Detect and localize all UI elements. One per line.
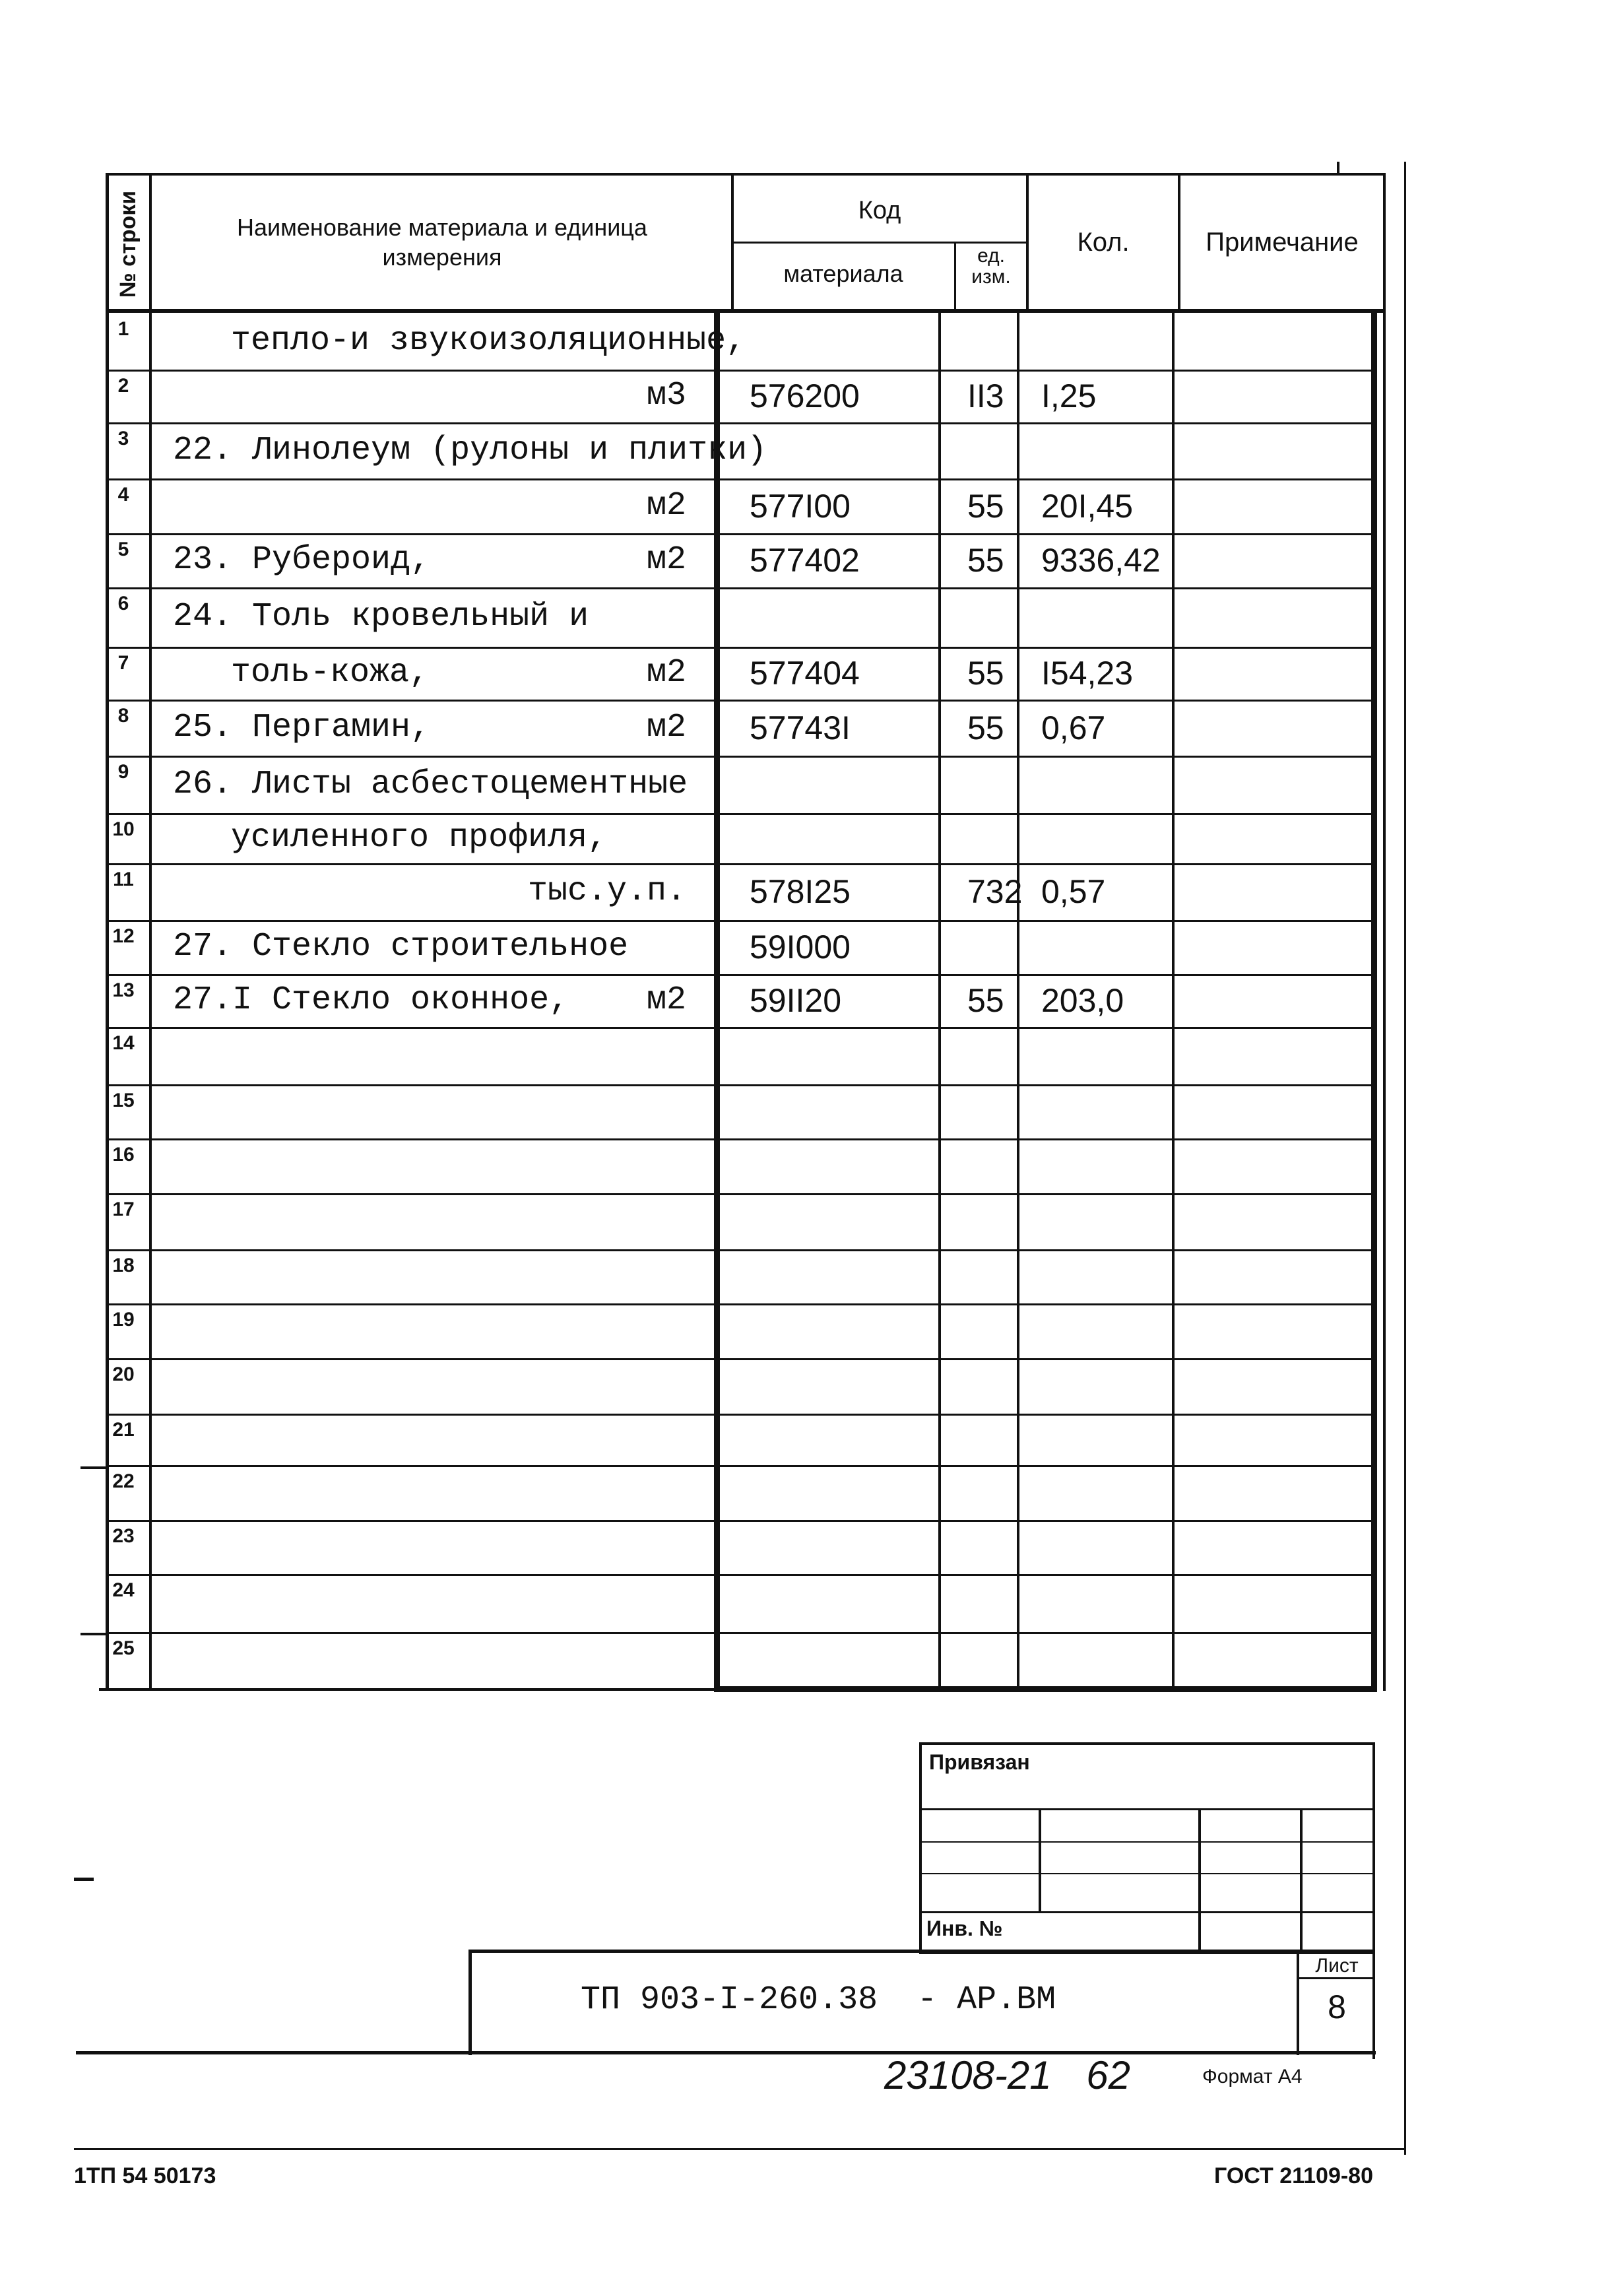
material-name: усиленного профиля, (231, 819, 608, 857)
row-number-header: № строки (115, 190, 141, 298)
unit-code-header-line2: изм. (971, 265, 1011, 288)
archive-number-text: 23108-21 (884, 2053, 1052, 2097)
code-group-header: Код (858, 197, 901, 224)
gost-reference: ГОСТ 21109-80 (1214, 2163, 1374, 2188)
row-number: 7 (117, 652, 129, 674)
material-name: толь-кожа, (231, 654, 430, 692)
material-name: 24. Толь кровельный и (173, 598, 589, 636)
unit-code-header (956, 246, 1026, 287)
row-number: 8 (117, 705, 129, 727)
row-number: 12 (112, 925, 135, 947)
sheet-number: 8 (1328, 1988, 1346, 2025)
row-number: 20 (112, 1363, 135, 1385)
quantity: 0,67 (1041, 709, 1106, 746)
material-name: 23. Рубероид, (173, 541, 431, 579)
row-number: 13 (112, 979, 135, 1001)
unit-code: 55 (967, 542, 1004, 579)
material-code: 577I00 (750, 487, 851, 525)
page-number: 62 (1086, 2053, 1130, 2097)
unit-label: м2 (646, 486, 686, 525)
quantity: 9336,42 (1041, 542, 1161, 579)
quantity: 203,0 (1041, 982, 1124, 1019)
row-number: 4 (117, 484, 129, 506)
quantity: 20I,45 (1041, 487, 1134, 525)
material-code: 59I000 (750, 929, 851, 966)
row-number: 6 (117, 593, 129, 614)
row-number: 22 (112, 1470, 135, 1492)
row-number: 9 (117, 761, 129, 783)
material-name: 25. Пергамин, (173, 708, 431, 746)
unit-code: 55 (967, 982, 1004, 1019)
material-code-header: материала (783, 260, 903, 287)
material-code: 578I25 (750, 873, 851, 910)
material-code: 576200 (750, 377, 860, 414)
unit-label: тыс.у.п. (527, 872, 686, 910)
unit-code: II3 (967, 377, 1004, 414)
row-number: 1 (117, 318, 129, 340)
quantity-header: Кол. (1077, 228, 1130, 257)
archive-number (884, 2052, 1130, 2098)
unit-label: м3 (646, 377, 686, 414)
row-number: 18 (112, 1255, 135, 1276)
unit-label: м2 (646, 541, 686, 579)
inventory-number-label: Инв. № (926, 1917, 1003, 1940)
document-code: ТП 903-I-260.38 - АР.ВМ (581, 1981, 1056, 2019)
format-label: Формат А4 (1202, 2066, 1303, 2087)
quantity: I,25 (1041, 377, 1097, 414)
row-number: 24 (112, 1579, 135, 1601)
quantity: 0,57 (1041, 873, 1106, 910)
row-number: 10 (112, 818, 135, 840)
row-number: 11 (113, 869, 134, 890)
name-column-header (218, 213, 666, 272)
name-column-header-text: Наименование материала и единица измерения (237, 214, 647, 271)
unit-code-header-line1: ед. (977, 245, 1005, 267)
sheet-label: Лист (1315, 1955, 1359, 1977)
unit-code: 55 (967, 487, 1004, 525)
row-number: 17 (112, 1198, 135, 1220)
row-number: 5 (117, 539, 129, 560)
unit-code: 55 (967, 655, 1004, 692)
unit-code: 732 (967, 873, 1023, 910)
material-name: 26. Листы асбестоцементные (173, 765, 688, 803)
unit-label: м2 (646, 708, 686, 746)
row-number: 19 (112, 1309, 135, 1330)
material-code: 59II20 (750, 982, 842, 1019)
row-number: 2 (117, 375, 129, 397)
row-number: 14 (112, 1032, 135, 1054)
material-name: тепло-и звукоизоляционные, (231, 322, 746, 360)
linked-label: Привязан (929, 1750, 1030, 1774)
quantity: I54,23 (1041, 655, 1134, 692)
material-name: 22. Линолеум (рулоны и плитки) (173, 431, 767, 469)
material-code: 577404 (750, 655, 860, 692)
unit-label: м2 (646, 654, 686, 692)
row-number: 25 (112, 1637, 135, 1659)
unit-code: 55 (967, 709, 1004, 746)
material-name: 27.I Стекло оконное, (173, 981, 569, 1019)
note-header: Примечание (1206, 228, 1359, 257)
material-name: 27. Стекло строительное (173, 928, 629, 966)
row-number: 15 (112, 1090, 135, 1111)
material-code: 57743I (750, 709, 851, 746)
left-footer-code: 1ТП 54 50173 (74, 2163, 216, 2188)
unit-label: м2 (646, 981, 686, 1019)
material-code: 577402 (750, 542, 860, 579)
row-number: 16 (112, 1144, 135, 1165)
row-number: 21 (112, 1419, 135, 1441)
row-number: 3 (117, 428, 129, 449)
row-number: 23 (112, 1525, 135, 1547)
